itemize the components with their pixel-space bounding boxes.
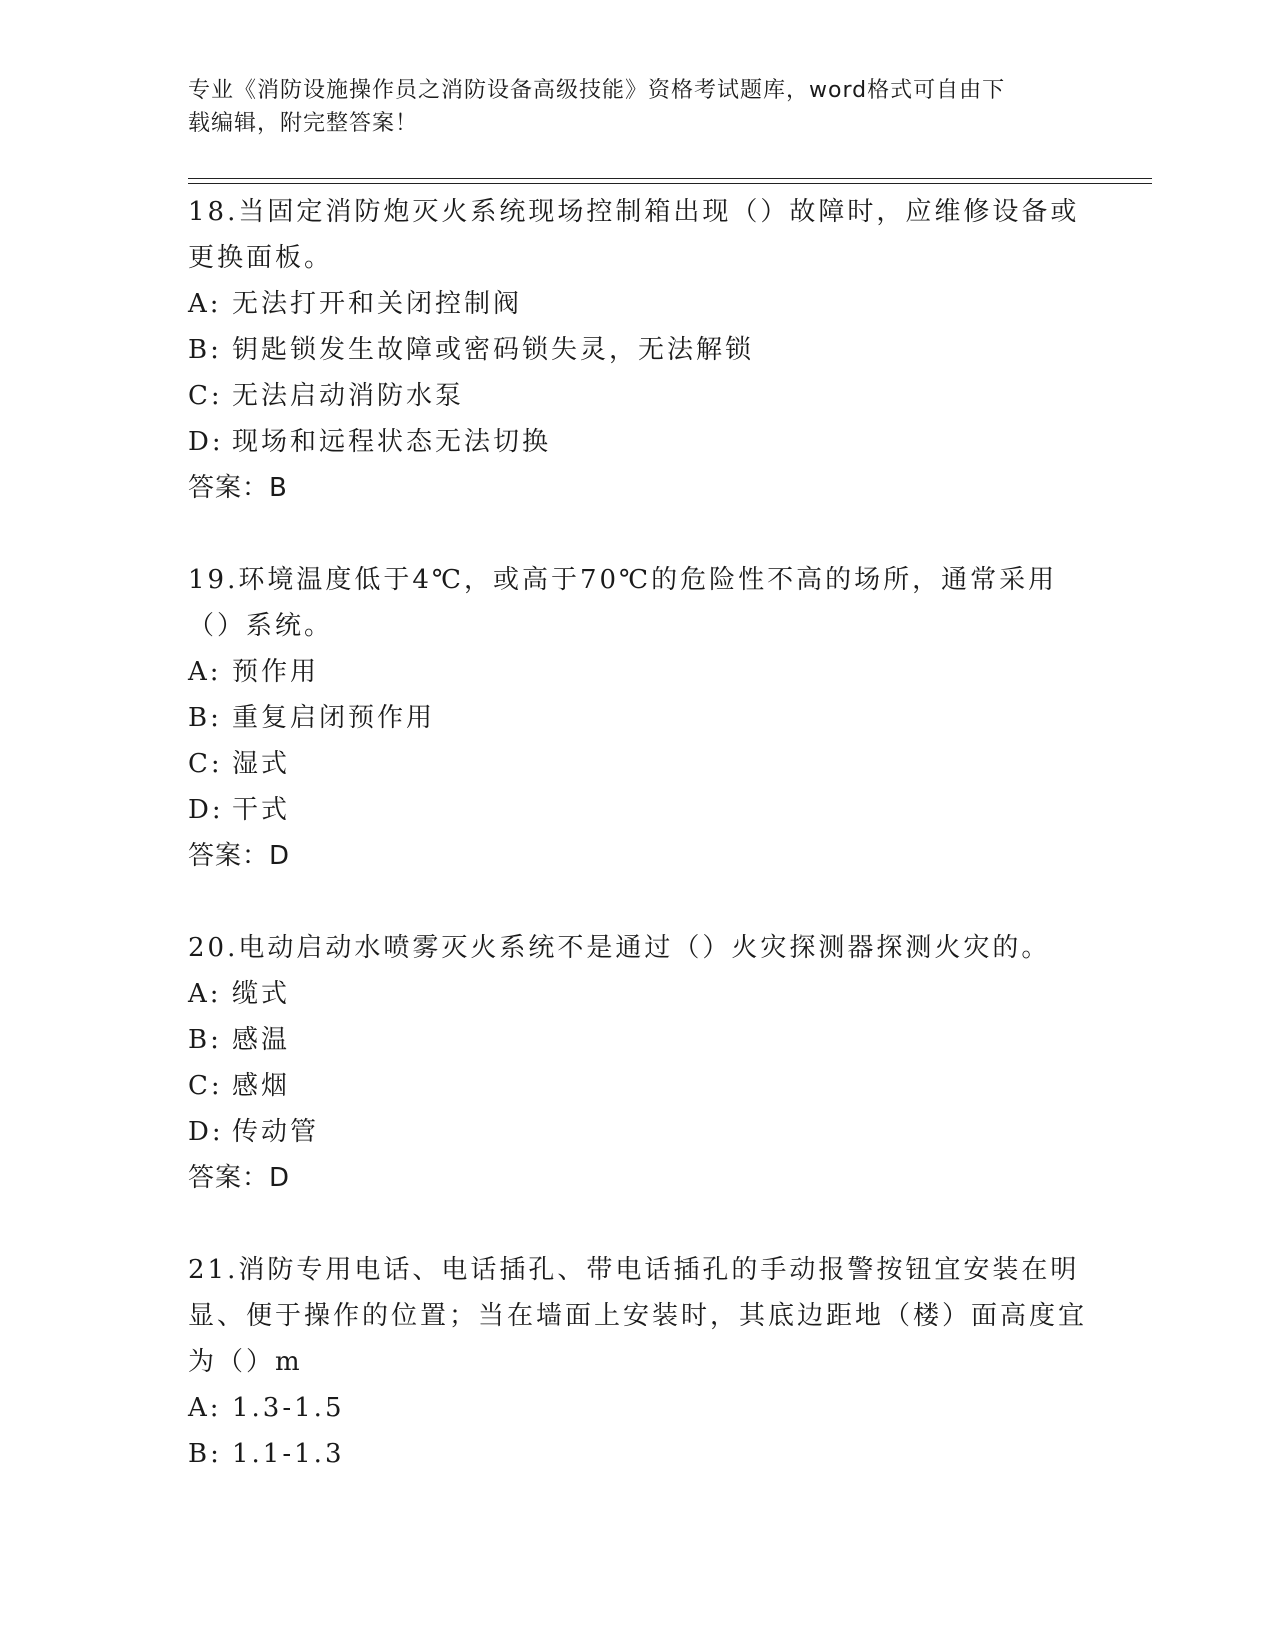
option-letter: C: [188, 381, 223, 411]
question-list [188, 189, 1088, 1523]
question-19 [188, 557, 1088, 879]
option-letter: D: [188, 427, 224, 457]
header-divider-top [188, 178, 1152, 179]
answer-line: 答案：D [188, 841, 291, 871]
option-text: 缆式 [232, 979, 291, 1009]
option-letter: A: [188, 657, 222, 687]
option-text: 重复启闭预作用 [232, 703, 436, 733]
option-c [188, 1063, 1088, 1109]
option-letter: A: [188, 289, 222, 319]
option-text: 干式 [232, 795, 291, 825]
option-d [188, 1109, 1088, 1155]
document-header [188, 74, 1088, 140]
option-letter: A: [188, 979, 222, 1009]
option-text: 无法打开和关闭控制阀 [232, 289, 523, 319]
option-a [188, 281, 1088, 327]
option-text: 无法启动消防水泵 [232, 381, 465, 411]
option-text: 传动管 [232, 1117, 320, 1147]
option-a [188, 649, 1088, 695]
option-letter: C: [188, 749, 223, 779]
option-d [188, 419, 1088, 465]
option-letter: B: [188, 335, 222, 365]
option-letter: B: [188, 703, 222, 733]
option-letter: D: [188, 795, 224, 825]
question-text: 21.消防专用电话、电话插孔、带电话插孔的手动报警按钮宜安装在明显、便于操作的位置；当在墙面上安装时，其底边距地（楼）面高度宜为（）m [188, 1255, 1088, 1377]
option-b [188, 695, 1088, 741]
option-letter: D: [188, 1117, 224, 1147]
option-text: 现场和远程状态无法切换 [232, 427, 552, 457]
header-line-1: 专业《消防设施操作员之消防设备高级技能》资格考试题库，word格式可自由下 [188, 78, 1006, 103]
option-text: 预作用 [232, 657, 320, 687]
option-b [188, 327, 1088, 373]
question-18 [188, 189, 1088, 511]
option-text: 1.1-1.3 [232, 1439, 345, 1469]
option-letter: B: [188, 1025, 222, 1055]
question-text: 19.环境温度低于4℃，或高于70℃的危险性不高的场所，通常采用（）系统。 [188, 565, 1058, 641]
option-text: 感烟 [232, 1071, 291, 1101]
option-b [188, 1431, 1088, 1477]
answer-line: 答案：B [188, 473, 288, 503]
option-b [188, 1017, 1088, 1063]
option-d [188, 787, 1088, 833]
option-letter: B: [188, 1439, 222, 1469]
option-letter: C: [188, 1071, 223, 1101]
option-text: 1.3-1.5 [232, 1393, 345, 1423]
answer-line: 答案：D [188, 1163, 291, 1193]
header-divider-bottom [188, 183, 1152, 184]
option-c [188, 373, 1088, 419]
option-text: 感温 [232, 1025, 291, 1055]
question-20 [188, 925, 1088, 1201]
question-text: 18.当固定消防炮灭火系统现场控制箱出现（）故障时，应维修设备或更换面板。 [188, 197, 1080, 273]
option-text: 湿式 [232, 749, 291, 779]
option-a [188, 1385, 1088, 1431]
option-text: 钥匙锁发生故障或密码锁失灵，无法解锁 [232, 335, 755, 365]
option-c [188, 741, 1088, 787]
question-21 [188, 1247, 1088, 1477]
option-letter: A: [188, 1393, 222, 1423]
question-text: 20.电动启动水喷雾灭火系统不是通过（）火灾探测器探测火灾的。 [188, 933, 1051, 963]
option-a [188, 971, 1088, 1017]
header-line-2: 载编辑，附完整答案！ [188, 111, 419, 136]
